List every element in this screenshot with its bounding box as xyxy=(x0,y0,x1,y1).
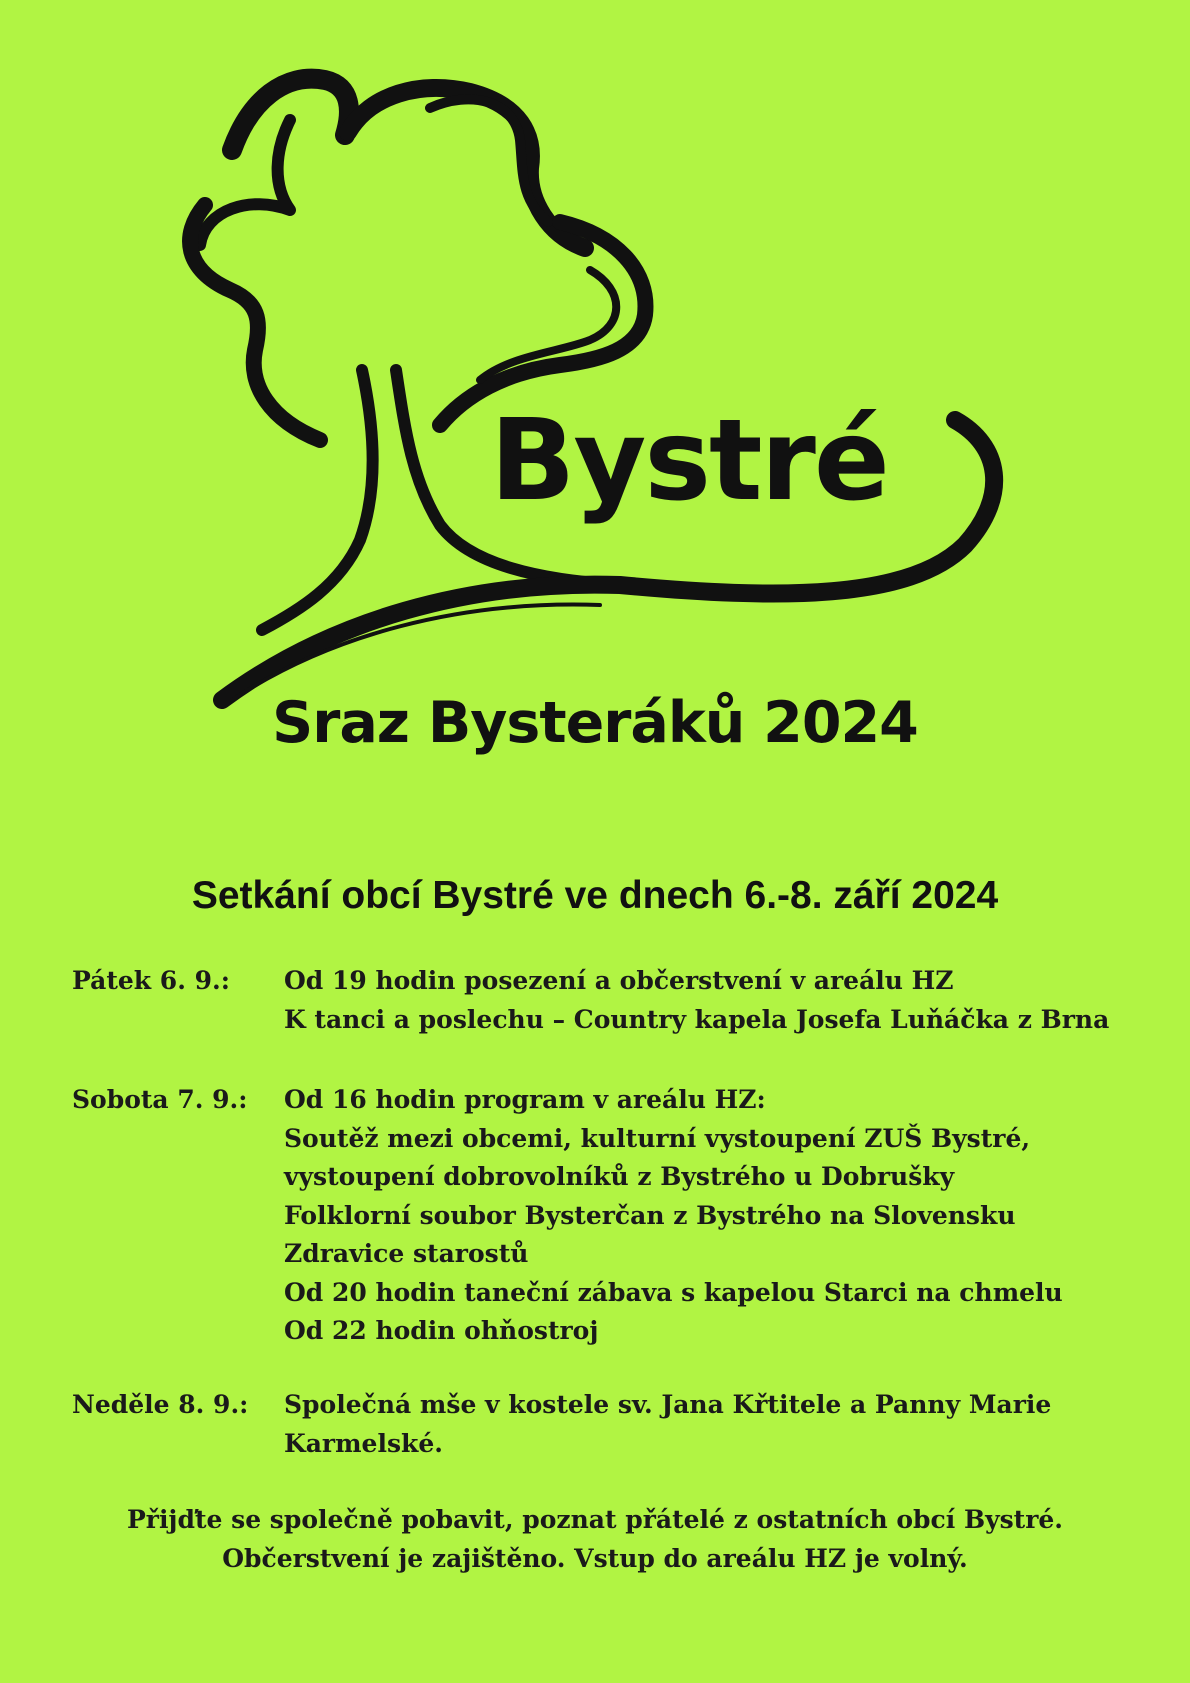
event-subtitle: Setkání obcí Bystré ve dnech 6.-8. září 2024 xyxy=(191,874,999,917)
event-title: Sraz Bysteráků 2024 xyxy=(272,690,918,756)
closing-note xyxy=(0,1501,1190,1578)
program-line: Společná mše v kostele sv. Jana Křtitele a Panny Marie xyxy=(284,1390,1052,1419)
program-line: Zdravice starostů xyxy=(284,1239,529,1268)
program-line: Od 19 hodin posezení a občerstvení v areálu HZ xyxy=(284,966,954,995)
day-lines xyxy=(284,1081,1063,1351)
program-line: Soutěž mezi obcemi, kulturní vystoupení ZUŠ Bystré, xyxy=(284,1123,1031,1153)
program-line: vystoupení dobrovolníků z Bystrého u Dobrušky xyxy=(284,1162,955,1191)
day-lines xyxy=(284,1386,1051,1463)
day-lines xyxy=(284,962,1109,1039)
program-line: Od 20 hodin taneční zábava s kapelou Starci na chmelu xyxy=(284,1277,1063,1307)
closing-line: Přijďte se společně pobavit, poznat přátelé z ostatních obcí Bystré. xyxy=(126,1505,1064,1534)
program-line: Od 16 hodin program v areálu HZ: xyxy=(284,1085,766,1114)
closing-line: Občerstvení je zajištěno. Vstup do areálu HZ je volný. xyxy=(222,1543,968,1573)
tree-swoosh-icon xyxy=(0,0,1190,720)
day-label: Neděle 8. 9.: xyxy=(72,1390,249,1419)
program-line: Od 22 hodin ohňostroj xyxy=(284,1316,599,1345)
program-line: K tanci a poslechu – Country kapela Josefa Luňáčka z Brna xyxy=(284,1004,1110,1034)
day-label: Sobota 7. 9.: xyxy=(72,1085,248,1114)
program-line: Folklorní soubor Bysterčan z Bystrého na Slovensku xyxy=(284,1200,1016,1230)
program-line: Karmelské. xyxy=(284,1428,443,1458)
logo-wordmark: Bystré xyxy=(490,396,888,526)
day-label: Pátek 6. 9.: xyxy=(72,966,230,995)
